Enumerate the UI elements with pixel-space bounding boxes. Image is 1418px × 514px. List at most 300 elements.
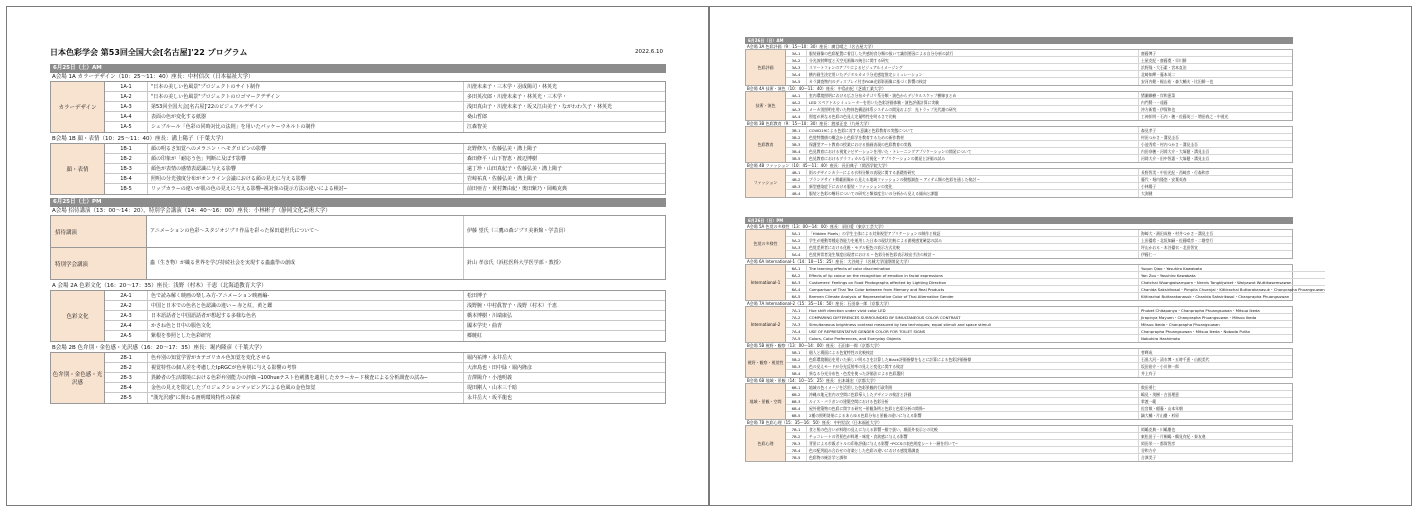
paper-title: 照明の分光強度分布がオンライン会議における顔の見えに与える影響 [147, 174, 463, 183]
paper-row [105, 383, 665, 393]
paper-code: 4A-4 [791, 114, 801, 119]
paper-authors: Jirapinya Mayuen・Chanprapha Phuangsuwan・Mitsuo Ikeda [1138, 314, 1292, 320]
paper-authors: 村田つかさ・溝見圭吾 [1138, 134, 1292, 140]
paper-row [786, 405, 1292, 412]
paper-code: 4A-2 [791, 100, 801, 105]
paper-authors: 伊藤仁一 [1138, 251, 1292, 258]
session-block [745, 265, 1325, 301]
paper-authors: 松田博子 [463, 291, 665, 300]
category-label: International-1 [746, 265, 786, 300]
paper-title: 新型感染症下における服装・ファッションの変化 [806, 183, 1138, 189]
paper-row [786, 321, 1292, 328]
paper-title: "日本の美しい色風景"プロジェクトのサイト制作 [147, 82, 463, 91]
paper-row [786, 307, 1292, 314]
paper-code: 3A-2 [791, 58, 801, 63]
paper-code: 7A-1 [791, 308, 801, 313]
paper-title: COMPARING DIFFERENCES SURROUNDED BY SIMULTANEOUS COLOR CONTRAST [806, 314, 1138, 320]
paper-row [786, 412, 1292, 419]
paper-authors: Phubet Chitapanya・Chanprapha Phuangsuwan・Mitsuo Ikeda [1138, 307, 1292, 313]
document-title: 日本色彩学会 第53回全国大会[名古屋]'22 プログラム [50, 48, 248, 57]
paper-authors: 藤代・堀内隆悠・安葉英春 [1138, 176, 1292, 182]
paper-authors: 小池秀希・村内つかさ・溝見圭吾 [1138, 141, 1292, 147]
paper-authors: Chanida Saksirikosol・Pimpila Chuenjai・Kittirachai Buttarakanasuk・Chanprapha Phuangsuwan [1138, 286, 1325, 292]
paper-row [786, 141, 1292, 148]
paper-row [786, 349, 1292, 356]
paper-row [786, 78, 1292, 85]
paper-code: 3A-5 [791, 79, 801, 84]
paper-title: カラ調査物内のディスプレイ付きRGB光彩影画像に基づく影響の検討 [806, 78, 1138, 85]
paper-row [786, 356, 1292, 363]
paper-title: 第53回全国大会[名古屋]'22のビジュアルデザイン [147, 102, 463, 111]
paper-code: 2B-2 [120, 365, 132, 371]
paper-code: 1B-3 [120, 166, 132, 172]
rows [786, 127, 1292, 162]
paper-row [786, 335, 1292, 342]
paper-title: 保護型アート教育の授業における描画表現の色彩教育の実践 [806, 141, 1138, 147]
paper-row [786, 447, 1292, 454]
session-header: A会場 招待講演（13：00〜14：20），特別学会講演（14：40〜16：00）座長：小林彬子（静岡文化芸術大学） [50, 207, 666, 216]
paper-row [105, 144, 665, 154]
rows [786, 426, 1292, 461]
paper-authors: 永井岳大・坂平龍也 [463, 393, 665, 403]
paper-row [786, 230, 1292, 237]
rows [786, 307, 1292, 342]
paper-code: 7A-4 [791, 329, 801, 334]
paper-authors: 小林陽子 [1138, 183, 1292, 189]
paper-row [786, 64, 1292, 71]
document-date: 2022.6.10 [635, 49, 663, 55]
paper-title: 色覚差異者における化粧・モデル配色の表示方式比較 [806, 244, 1138, 250]
category-label: カラーデザイン [51, 82, 105, 132]
paper-title: かさね色と日中の服色文化 [147, 321, 463, 330]
paper-title: 表面の色が変化する紙器 [147, 112, 463, 121]
category-label: 顔・表情 [51, 144, 105, 194]
paper-row [786, 106, 1292, 113]
paper-title: 背景による市販ボトルの印象評価に与える影響 ─PCCSの表色明度シート一層を用いて─ [806, 440, 1138, 446]
day-header: 6月25日（土）PM [50, 198, 666, 207]
paper-code: 3B-2 [791, 135, 801, 140]
am-sessions [745, 44, 1293, 198]
paper-code: 3B-1 [791, 128, 801, 133]
paper-authors: 工神拡明・石内・穂・佐藤英三・増田春之・中道光 [1138, 113, 1292, 120]
paper-row [786, 176, 1292, 183]
session-block [745, 92, 1293, 121]
paper-title: 金色の見えを限定したプロジェクションマッピングによる色風の金色知覚 [147, 383, 463, 392]
invited-lecture-row [50, 216, 666, 248]
paper-authors: 堤田剛人・山本三千暗 [463, 383, 665, 392]
paper-code: 2A-1 [120, 293, 132, 299]
paper-authors: 國本学史・曲青 [463, 321, 665, 330]
paper-code: 7A-3 [791, 322, 801, 327]
paper-row [786, 183, 1292, 190]
session-block [745, 307, 1293, 343]
paper-title: 色弁別の知覚学習がカテゴリカル色知覚を変化させる [147, 353, 463, 362]
rows [105, 144, 665, 194]
paper-row [786, 370, 1292, 377]
paper-code: 5B-3 [791, 364, 801, 369]
lecture-title: アニメーションの色彩〜スタジオジブリ作品を彩った保田道世氏について〜 [150, 228, 320, 234]
paper-authors: 鍋大輔・片山慶・杉原 [1138, 412, 1292, 419]
paper-title: 地域の色イメージを活用した色彩景観的行政利用 [806, 384, 1138, 390]
session-block [745, 384, 1293, 420]
paper-code: 4B-3 [791, 184, 801, 189]
session-header: B会場 3B 色彩教育（9：15〜10：30）座長：渡部正史（九州大学） [745, 121, 1293, 127]
paper-title: メーカ別照明を用いた物体色構造体系システムの開発および：光トラップ光代謝の研究 [806, 106, 1138, 112]
day2-pm-section [745, 217, 1325, 462]
paper-row [786, 50, 1292, 57]
paper-authors: 嶋見・茂樹・吉田理恵 [1138, 391, 1292, 397]
day-header: 6月26日（日）AM [745, 37, 1293, 44]
paper-code: 4B-2 [791, 177, 801, 182]
paper-title: 学生が運動等種応答能力を運用した日本の現状比較による錯視感覚確認の試み [806, 237, 1138, 243]
paper-authors: 浅野腕・中村眞智子・浅野（村木）千恵 [463, 301, 665, 310]
paper-code: 3A-1 [791, 51, 801, 56]
paper-code: 5A-1 [791, 231, 801, 236]
paper-row [786, 328, 1292, 335]
paper-title: 横内画生決定用いたデジタルカメラ分光感度推定シミュレーション [806, 71, 1138, 77]
paper-code: 6B-1 [791, 385, 801, 390]
paper-code: 3B-4 [791, 149, 801, 154]
paper-title: Hue shift direction under vivid color LED [806, 307, 1138, 313]
paper-code: 2A-4 [120, 323, 132, 329]
paper-authors: 海崎大・濱田成格・村井つかさ・溝見主吾 [1138, 230, 1292, 236]
session-header: B会場 7B 色彩心理（15：35〜16：50）座長：中村信次（日本福祉大学） [745, 420, 1293, 426]
paper-authors: 谷和方介 [1138, 447, 1292, 453]
paper-title: 分光放射輝度と天空光画像の統合に関する研究 [806, 57, 1138, 63]
paper-title: Customers' Feelings on Food Photographs affected by Lighting Direction [806, 279, 1138, 285]
paper-authors: 岩﨑祐真・佐藤弘美・溝上陽子 [463, 174, 665, 183]
session-header: A会場 7A International-2（15：35〜16：50）座長：石田泰一郎（京都大学） [745, 301, 1293, 307]
paper-authors: 東松田子・片桐嶋・鶴見有紀・泰友進 [1138, 433, 1292, 439]
paper-row [786, 57, 1292, 64]
paper-code: 6A-4 [791, 287, 801, 292]
session-header: B会場 4A 技術・演色（10：40〜11：40）座長：中島由紀（芝浦工業大学） [745, 86, 1293, 92]
paper-title: 顔色が表情の感情表認識に与える影響 [147, 164, 463, 173]
paper-authors: 郷暁紅 [463, 331, 665, 341]
paper-title: 色の配列組み合わせの音楽とした色彩の違いにおける感覚場調査 [806, 447, 1138, 453]
paper-title: 室内環境照明における広さ分布カテゴリ系分類・演色からデジタルスケップ横線まとめ [806, 92, 1138, 98]
paper-row [786, 99, 1292, 106]
paper-row [786, 134, 1292, 141]
paper-row [105, 393, 665, 403]
paper-title: 視覚特性の個人差を考慮したIpRGCが色弁別に与える影響の考察 [147, 363, 463, 372]
paper-code: 2B-5 [120, 395, 132, 401]
rows [786, 349, 1292, 377]
paper-code: 3A-4 [791, 72, 801, 77]
paper-authors: Yuqun Qiao・Yasuhiro Kawabata [1138, 265, 1325, 271]
paper-title: 色彩物の統計学と調和 [806, 454, 1138, 461]
paper-code: 2B-3 [120, 375, 132, 381]
special-lecture-row [50, 248, 666, 280]
session-header: A会場 3A 色彩評価（9：15〜10：30）座長：廣目晴之（名古屋大学） [745, 44, 1293, 50]
lecture-speaker: 針山 孝彦氏（浜松医科大学医学部・教授） [463, 248, 665, 279]
paper-row [786, 314, 1292, 321]
paper-row [105, 112, 665, 122]
paper-title: 異なる分光分布色・色差を使った評価法による色彩選択 [806, 370, 1138, 377]
paper-row [786, 279, 1325, 286]
paper-row [105, 321, 665, 331]
paper-row [786, 71, 1292, 78]
paper-code: 7A-5 [791, 336, 801, 341]
session-block-2b [50, 353, 666, 404]
paper-authors: 森田修平・山下智恵・渡辺博樹 [463, 154, 665, 163]
paper-title: 色で読み解く映画の楽しみ方-アニメーション映画編- [147, 291, 463, 300]
rows [105, 291, 665, 341]
paper-row [786, 237, 1292, 244]
session-block [745, 50, 1293, 86]
paper-code: 1A-5 [120, 124, 132, 130]
paper-row [105, 102, 665, 112]
paper-authors: 大津鳥也・田中緑・堀内隆彦 [463, 363, 665, 372]
paper-code: 2A-5 [120, 333, 132, 339]
paper-row [786, 265, 1325, 272]
paper-authors: 堀内祐博・永井岳大 [463, 353, 665, 362]
pm-sessions [745, 224, 1325, 462]
session-header: B会場 2B 色弁別・金色感・光沢感（16：20〜17：35）座長：堀内隆彦（千葉大学） [50, 344, 666, 353]
paper-code: 3A-3 [791, 65, 801, 70]
paper-code: 7B-3 [791, 441, 801, 446]
session-header: B会場 1B 顔・表情（10：25〜11：40）座長：溝上陽子（千葉大学） [50, 135, 666, 144]
paper-title: Effects of lip colour on the recognition of emotion in facial expressions [806, 272, 1138, 278]
paper-authors: 佐宮敏・稲藤・山本年朝 [1138, 405, 1292, 411]
paper-title: 中国と日本での色名と色認識の違い ─ 赤と紅，黄と鑑 [147, 301, 463, 310]
paper-authors: 合澤美子 [1138, 454, 1292, 461]
paper-authors: 掌渡一範 [1138, 398, 1292, 404]
rows [786, 384, 1292, 419]
paper-title: 照度が異なる色彩の色見え定量特性を明るさで比較 [806, 113, 1138, 120]
paper-code: 7B-1 [791, 427, 801, 432]
paper-code: 3B-5 [791, 156, 801, 161]
paper-row [105, 154, 665, 164]
paper-authors: 北野修久・佐藤弘美・溝上陽子 [463, 144, 665, 153]
paper-row [786, 169, 1292, 176]
session-block [745, 169, 1293, 198]
paper-row [786, 272, 1325, 279]
category-label: 技術・演色 [746, 92, 786, 120]
paper-row [786, 286, 1325, 293]
category-label: 招待講演 [51, 216, 147, 247]
paper-code: 5A-2 [791, 238, 801, 243]
paper-code: 1A-1 [120, 84, 132, 90]
paper-authors: 前田亜吉・黄村舞由紀・奥田紫乃・岡嶋克典 [463, 184, 665, 194]
paper-row [786, 440, 1292, 447]
rows [786, 169, 1292, 197]
category-label: International-2 [746, 307, 786, 342]
paper-row [105, 82, 665, 92]
paper-title: 2種の照明効果によるあらゆる色彩分布と景観の違いに与える影響 [806, 412, 1138, 419]
day1-pm-section [50, 198, 666, 404]
paper-row [786, 433, 1292, 440]
paper-row [105, 164, 665, 174]
rows [786, 230, 1292, 258]
paper-authors: 河岡大介・田中智惠・大塚健・溝見圭吾 [1138, 155, 1292, 162]
paper-row [786, 244, 1292, 251]
paper-code: 1B-1 [120, 146, 132, 152]
paper-authors: 上田優希・北垣知嗣・佐藤晴彦・二階堂行 [1138, 237, 1292, 243]
paper-code: 6A-1 [791, 266, 801, 271]
paper-code: 6B-2 [791, 392, 801, 397]
paper-authors: Nobuhiro Hashimoto [1138, 335, 1292, 342]
session-header: A会場 5A 色覚の多様性（13：00〜14：00）座長：須田愛（東京工芸大学） [745, 224, 1293, 230]
paper-title: COVID19による色彩に対する意識と色彩教育の実態について [806, 127, 1138, 133]
paper-code: 4B-4 [791, 191, 801, 196]
category-label: 色覚の多様性 [746, 230, 786, 258]
category-label: 色彩評価 [746, 50, 786, 85]
paper-authors: 橋本博樹・川端康弘 [463, 311, 665, 320]
rows [786, 265, 1325, 300]
paper-title: 服装画像の色彩配置に着目した共感的食分類の扱いて識別要因による自分分析の試行 [806, 50, 1138, 56]
paper-row [105, 363, 665, 373]
paper-row [786, 426, 1292, 433]
paper-title: 色彩環境順応を用いた新しい明るさを計算したBlack評価指標をもとに計算による色彩評価指標 [806, 356, 1138, 362]
paper-title: 色覚異常者発生頻度出現者における ─ 色彩分析色彩表示検出手法の検討 ─ [806, 251, 1138, 258]
paper-authors: 大渕健 [1138, 190, 1292, 197]
paper-authors: 川澄未来子・三木学・羽成陽司・林英光 [463, 82, 665, 91]
paper-row [786, 113, 1292, 120]
session-block-2a [50, 291, 666, 342]
paper-code: 5B-2 [791, 357, 801, 362]
rows [105, 353, 665, 403]
paper-authors: 猪瀬鋼樹・岸和恵菜 [1138, 92, 1292, 98]
paper-authors: 数田勇仁 [1138, 384, 1292, 390]
paper-code: 7B-4 [791, 448, 801, 453]
paper-code: 5A-4 [791, 252, 801, 257]
paper-authors: 岡嶋克典・川嶋慶也 [1138, 426, 1292, 432]
paper-title: The learning effects of color discrimination [806, 265, 1138, 271]
paper-code: 1A-4 [120, 114, 132, 120]
paper-title: 顔の明るさ知覚へのメラニン・ヘモグロビンの影響 [147, 144, 463, 153]
session-block [745, 426, 1293, 462]
category-label: ファッション [746, 169, 786, 197]
paper-row [105, 373, 665, 383]
paper-row [105, 311, 665, 321]
paper-title: 色見教育におけるグラフィカルな可視化・アプリケーションの開発と評価の試み [806, 155, 1138, 162]
paper-authors: 江森智美 [463, 122, 665, 132]
category-label: 色彩教育 [746, 127, 786, 162]
paper-code: 2A-2 [120, 303, 132, 309]
paper-title: 異齢者の生活環境における色彩弁別能力の評価 ─100hueテスト色刺激を適用したカラーカード検査による分析調査の試み─ [147, 373, 463, 382]
paper-authors: Kittirachai Buttarakanasuk・Chanida Saksirikosol・Chanprapha Phuangsuwan [1138, 293, 1325, 300]
paper-code: 1A-2 [120, 94, 132, 100]
paper-title: 沖縄の地元室内の空間に色彩導入したデザインの検討と評価 [806, 391, 1138, 397]
lecture-speaker: 伊藤 望氏（三鷹の森ジブリ美術館・学芸員） [463, 216, 665, 247]
paper-code: 5A-3 [791, 245, 801, 250]
paper-title: 日本語話者と中国語話者が想起する多様な色名 [147, 311, 463, 320]
session-header: B会場 6B 地域・景観（14：10〜15：25）座長：出本雄宏（京都大学） [745, 378, 1293, 384]
paper-authors: 遠丁珍・山田真紀子・佐藤弘美・溝上陽子 [463, 164, 665, 173]
paper-code: 6B-4 [791, 406, 801, 411]
rows [786, 50, 1292, 85]
session-block [745, 349, 1293, 378]
session-header: B会場 4B ファッション（10：45〜11：40）座長：長田典子（関西学院大学） [745, 163, 1293, 169]
paper-row [105, 174, 665, 184]
paper-title: LED スペクトルシミュレーターを用いた色彩評価体験・演色評価計算に実験 [806, 99, 1138, 105]
day-header: 6月26日（日）PM [745, 217, 1293, 224]
day1-am-section [50, 64, 666, 195]
paper-authors: 土屋克紀・齋藤寛・早川勝 [1138, 57, 1292, 63]
paper-authors: 井上有子 [1138, 370, 1292, 377]
paper-code: 3B-3 [791, 142, 801, 147]
paper-row [105, 331, 665, 341]
category-label: 特別学会講演 [51, 248, 147, 279]
paper-row [786, 363, 1292, 370]
paper-row [786, 148, 1292, 155]
session-header: B会場 5B 視野・観察（13：00〜14：00）座長：石田泰一郎（京都大学） [745, 343, 1293, 349]
session-header: A会場 6A International-1（14：10〜15：25）座長：大谷純子（名城大学国際開発大学） [745, 259, 1293, 265]
paper-row [105, 301, 665, 311]
paper-authors: Chanprapha Phuangsuwan・Mitsuo Ikeda・Noboda Pulita [1138, 328, 1292, 334]
paper-code: 6B-5 [791, 413, 801, 418]
paper-title: 紫根を参照とした色彩研究 [147, 331, 463, 341]
paper-code: 7A-2 [791, 315, 801, 320]
paper-row [786, 398, 1292, 405]
paper-title: 屋外建築物の色彩に関する研究 ─景観条例と色彩と色彩分析の関係─ [806, 405, 1138, 411]
paper-title: 色見教育における視覚ナビゲーションを用いた・トレーニングアプリケーションの開発について [806, 148, 1138, 154]
paper-authors: 菅輝成 [1138, 349, 1292, 355]
session-block-1b [50, 144, 666, 195]
paper-code: 2B-4 [120, 385, 132, 391]
paper-authors: 浅田真由子・川澄未来子・坂又江由美子・ながわわ久子・林英光 [463, 102, 665, 111]
paper-title: 服装と色彩の嗜好についての研究と類似度合いの分析から見える傾向と課題 [806, 190, 1138, 197]
paper-authors: 吉澤陽介・小池明義 [463, 373, 665, 382]
rows [786, 92, 1292, 120]
paper-authors: 内門賢一・遠藤 [1138, 99, 1292, 105]
paper-title: ルイス・バラガンの建築空間における色彩分析 [806, 398, 1138, 404]
paper-title: 顔の印象が「耐応う色」判断に及ぼす影響 [147, 154, 463, 163]
paper-row [105, 184, 665, 194]
paper-authors: 内田奈穂・河岡大介・大塚健・溝見圭吾 [1138, 148, 1292, 154]
paper-title: Bremen Climate Analysis of Representative Color of Thai Alternative Gender [806, 293, 1138, 300]
left-page [6, 6, 709, 506]
paper-authors: 岡田栄一・都賀智彦 [1138, 440, 1292, 446]
paper-code: 1B-5 [120, 186, 132, 192]
paper-title: 色の見えモードが分光反射率の見えと変化に関する検討 [806, 363, 1138, 369]
day2-am-section [745, 37, 1293, 198]
paper-title: 食と肌の色合いが料理の見えに与える影響 ─服で扱い，顔面外表示との比較 [806, 426, 1138, 432]
paper-row [786, 391, 1292, 398]
paper-code: 7B-5 [791, 455, 801, 460]
paper-code: 1B-4 [120, 176, 132, 182]
category-label: 色弁別・金色感・光沢感 [51, 353, 105, 403]
paper-code: 6A-3 [791, 280, 801, 285]
paper-title: チョコレートの背景色が料理・味覚・食欲感に与える影響 [806, 433, 1138, 439]
paper-title: Simultaneous brightness contrast measured by two techniques; equal stimuli and space stimuli [806, 321, 1138, 327]
paper-title: Colors, Color Preferences, and Everyday Objects [806, 335, 1138, 342]
category-label: 視野・観察・視覚性 [746, 349, 786, 377]
paper-row [105, 92, 665, 102]
paper-row [786, 92, 1292, 99]
paper-row [105, 353, 665, 363]
paper-code: 1B-2 [120, 156, 132, 162]
paper-row [786, 251, 1292, 258]
paper-authors: Yan Zou・Yasuhiro Kawabata [1138, 272, 1325, 278]
category-label: 色彩文化 [51, 291, 105, 341]
paper-authors: 坪山かおる・木谷優衣・北田智宣 [1138, 244, 1292, 250]
paper-row [786, 293, 1325, 300]
session-block-1a [50, 82, 666, 133]
paper-title: シュブルール「色彩の同時対比の法則」を用いたパッケーウネルトの制作 [147, 122, 463, 132]
session-header: A 会場 2A 色彩文化（16：20〜17：35）座長：浅野（村木）千恵（北海道教育大学） [50, 282, 666, 291]
paper-code: 6B-3 [791, 399, 801, 404]
category-label: 地域・景観・空間 [746, 384, 786, 419]
paper-code: 1A-3 [120, 104, 132, 110]
day-header: 6月25日（土）AM [50, 64, 666, 73]
paper-row [105, 122, 665, 132]
paper-title: リップカラーの違いが肌の色の見えに与える影響─視対象の提示方法の違いによる検討─ [147, 184, 463, 194]
right-page [709, 6, 1412, 506]
paper-title: ブランドサイト掲載画像から見える地域ファッションの動態調査 ─ アイテム類の色彩を通した検討 ─ [806, 176, 1138, 182]
paper-authors: 浜野隆・大石素・宮本直治 [1138, 64, 1292, 70]
